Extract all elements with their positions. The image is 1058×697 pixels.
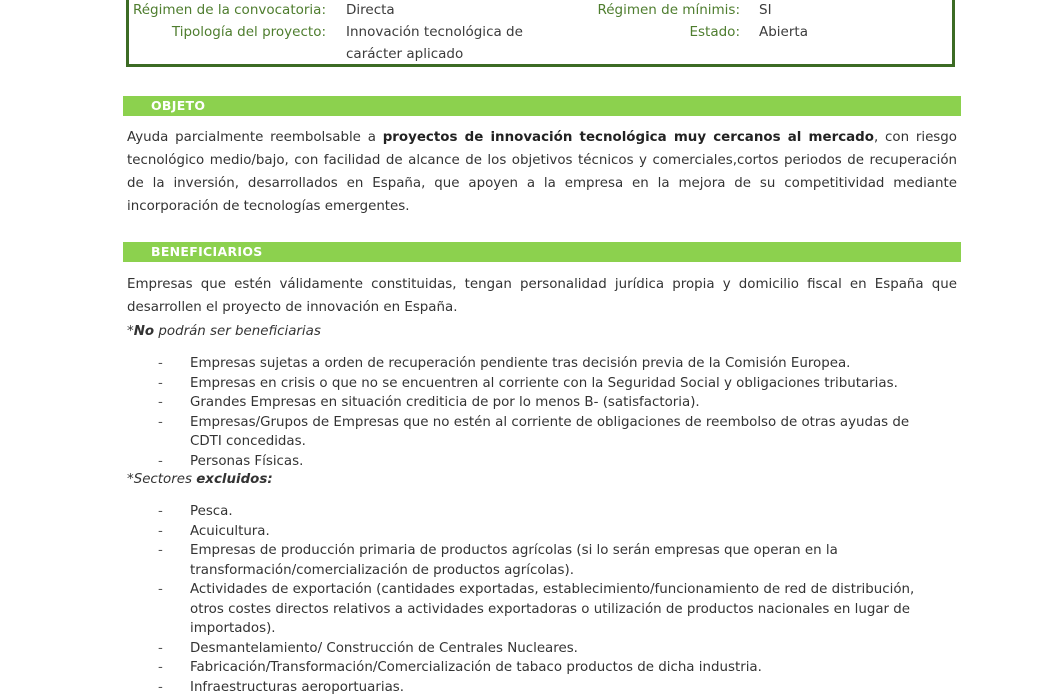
list-item-text: Empresas de producción primaria de productos agrícolas (si lo serán empresas que operan en la transformación/comercialización de productos agrícolas). bbox=[190, 543, 838, 578]
beneficiarios-heading: BENEFICIARIOS bbox=[123, 242, 961, 262]
sectores-list bbox=[127, 502, 927, 697]
list-item-text: Acuicultura. bbox=[190, 524, 270, 539]
exclusions-list bbox=[127, 354, 927, 471]
tipologia-label: Tipología del proyecto: bbox=[126, 21, 326, 43]
dash-bullet: - bbox=[158, 522, 163, 542]
list-item-text: Empresas sujetas a orden de recuperación pendiente tras decisión previa de la Comisión Europea. bbox=[190, 356, 850, 371]
list-item-text: Empresas/Grupos de Empresas que no estén al corriente de obligaciones de reembolso de otras ayudas de CDTI concedidas. bbox=[190, 415, 909, 450]
list-item bbox=[127, 522, 927, 542]
list-item-text: Pesca. bbox=[190, 504, 233, 519]
objeto-text-bold: proyectos de innovación tecnológica muy cercanos al mercado bbox=[383, 130, 874, 145]
note1-rest: podrán ser beneficiarias bbox=[154, 324, 321, 339]
list-item bbox=[127, 393, 927, 413]
list-item-text: Infraestructuras aeroportuarias. bbox=[190, 680, 404, 695]
dash-bullet: - bbox=[158, 678, 163, 697]
list-item bbox=[127, 580, 927, 639]
sectores-excluidos-note bbox=[127, 472, 273, 487]
list-item bbox=[127, 354, 927, 374]
tipologia-value-line2: carácter aplicado bbox=[346, 43, 463, 65]
regimen-minimis-value: SI bbox=[759, 0, 772, 21]
objeto-text-before: Ayuda parcialmente reembolsable a bbox=[127, 130, 383, 145]
dash-bullet: - bbox=[158, 413, 163, 433]
list-item bbox=[127, 502, 927, 522]
list-item bbox=[127, 413, 927, 452]
dash-bullet: - bbox=[158, 452, 163, 472]
note1-prefix: * bbox=[127, 324, 134, 339]
dash-bullet: - bbox=[158, 639, 163, 659]
list-item-text: Empresas en crisis o que no se encuentren al corriente con la Seguridad Social y obligaciones tributarias. bbox=[190, 376, 898, 391]
tipologia-value-line1: Innovación tecnológica de bbox=[346, 21, 523, 43]
estado-value: Abierta bbox=[759, 21, 808, 43]
list-item-text: Grandes Empresas en situación crediticia de por lo menos B- (satisfactoria). bbox=[190, 395, 700, 410]
list-item bbox=[127, 678, 927, 697]
dash-bullet: - bbox=[158, 658, 163, 678]
list-item-text: Fabricación/Transformación/Comercialización de tabaco productos de dicha industria. bbox=[190, 660, 762, 675]
dash-bullet: - bbox=[158, 354, 163, 374]
list-item-text: Personas Físicas. bbox=[190, 454, 303, 469]
no-beneficiarias-note bbox=[127, 324, 321, 339]
list-item bbox=[127, 374, 927, 394]
regimen-minimis-label: Régimen de mínimis: bbox=[560, 0, 740, 21]
note1-bold: No bbox=[134, 324, 154, 339]
list-item bbox=[127, 541, 927, 580]
dash-bullet: - bbox=[158, 580, 163, 600]
regimen-convocatoria-value: Directa bbox=[346, 0, 395, 21]
beneficiarios-intro: Empresas que estén válidamente constituidas, tengan personalidad jurídica propia y domicilio fiscal en España que desarrollen el proyecto de innovación en España. bbox=[127, 273, 957, 319]
note2-bold: excluidos: bbox=[196, 472, 272, 487]
note2-prefix: *Sectores bbox=[127, 472, 196, 487]
dash-bullet: - bbox=[158, 374, 163, 394]
objeto-paragraph bbox=[127, 126, 957, 218]
objeto-text-after: , con riesgo tecnológico medio/bajo, con facilidad de alcance de los objetivos técnicos y comerciales,cortos periodos de recuperación de la inversión, desarrollados en España, que apoyen a la empresa en la mejora de su competitividad mediante incorporación de tecnologías emergentes. bbox=[127, 130, 957, 214]
list-item bbox=[127, 452, 927, 472]
dash-bullet: - bbox=[158, 393, 163, 413]
estado-label: Estado: bbox=[560, 21, 740, 43]
objeto-heading: OBJETO bbox=[123, 96, 961, 116]
dash-bullet: - bbox=[158, 502, 163, 522]
dash-bullet: - bbox=[158, 541, 163, 561]
regimen-convocatoria-label: Régimen de la convocatoria: bbox=[126, 0, 326, 21]
list-item-text: Actividades de exportación (cantidades exportadas, establecimiento/funcionamiento de red de distribución, otros costes directos relativos a actividades exportadoras o utilización de productos nacionales en lugar de importados). bbox=[190, 582, 914, 636]
list-item-text: Desmantelamiento/ Construcción de Centrales Nucleares. bbox=[190, 641, 578, 656]
list-item bbox=[127, 639, 927, 659]
